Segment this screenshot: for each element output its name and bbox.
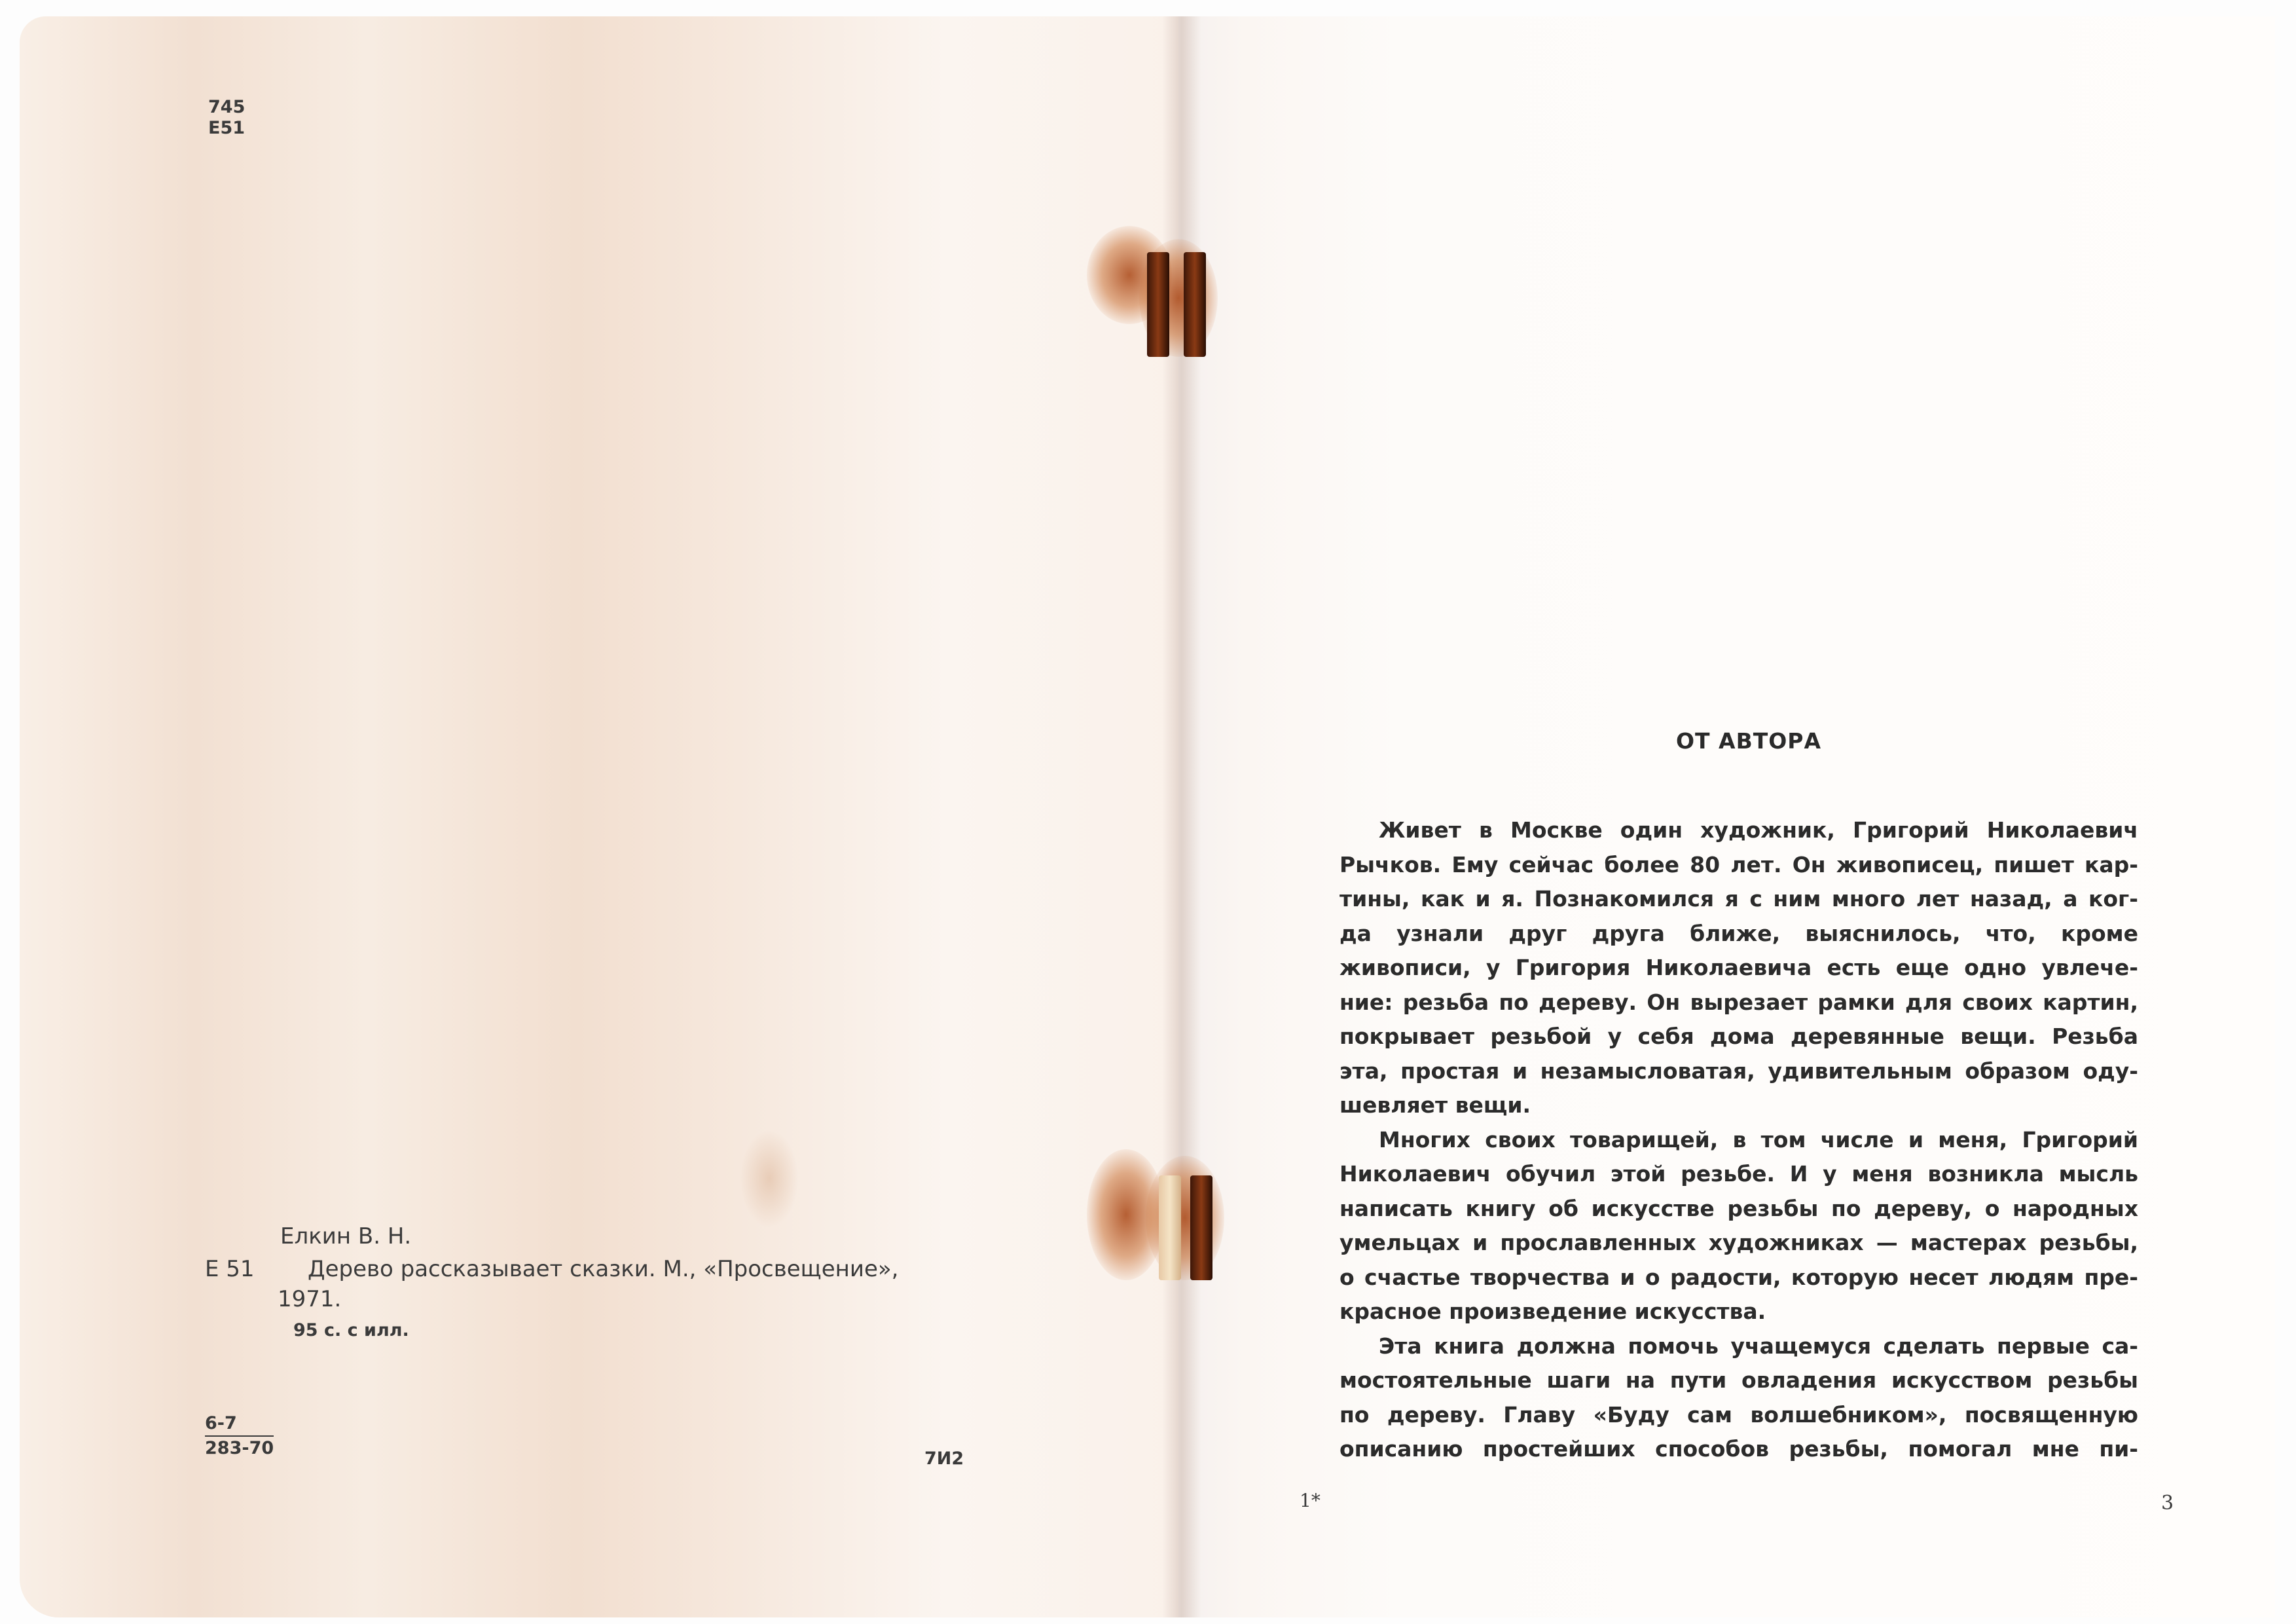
- classification-code-line2: Е51: [208, 118, 246, 138]
- paragraph-2: [1339, 1123, 2138, 1329]
- section-heading: ОТ АВТОРА: [1676, 728, 1822, 754]
- bottom-code-top: 6-7: [205, 1412, 274, 1437]
- text-line: Рычков. Ему сейчас более 80 лет. Он живописец, пишет кар-: [1339, 851, 2138, 877]
- bottom-right-code: 7И2: [924, 1449, 964, 1469]
- text-line: покрывает резьбой у себя дома деревянные вещи. Резьба: [1339, 1024, 2138, 1049]
- text-line: Живет в Москве один художник, Григорий Николаевич: [1379, 817, 2138, 843]
- signature-mark: 1*: [1300, 1490, 1321, 1511]
- lower-staple: [1087, 1149, 1231, 1300]
- text-line: да узнали друг друга ближе, выяснилось, что, кроме: [1339, 920, 2138, 946]
- text-line: по дереву. Главу «Буду сам волшебником», посвященную: [1339, 1401, 2138, 1428]
- catalog-pages: 95 с. с илл.: [293, 1320, 409, 1340]
- text-line: умельцах и прославленных художниках — мастерах резьбы,: [1339, 1230, 2138, 1255]
- classification-code-line1: 745: [208, 97, 246, 117]
- text-line: живописи, у Григория Николаевича есть еще одно увлече-: [1339, 955, 2138, 980]
- page-number: 3: [2161, 1492, 2174, 1515]
- body-text: [1339, 813, 2138, 1467]
- text-line: Эта книга должна помочь учащемуся сделать первые са-: [1379, 1333, 2138, 1359]
- bottom-classification-code: [205, 1412, 274, 1460]
- text-line: тины, как и я. Познакомился я с ним много лет назад, а ког-: [1339, 886, 2138, 912]
- text-line: ние: резьба по дереву. Он вырезает рамки для своих картин,: [1339, 989, 2138, 1015]
- text-line: мостоятельные шаги на пути овладения искусством резьбы: [1339, 1367, 2138, 1393]
- catalog-entry-line1: Дерево рассказывает сказки. М., «Просвещение»,: [308, 1256, 899, 1282]
- text-line: о счастье творчества и о радости, которую несет людям пре-: [1339, 1264, 2138, 1290]
- paragraph-1: [1339, 813, 2138, 1123]
- text-line: Многих своих товарищей, в том числе и меня, Григорий: [1379, 1126, 2138, 1153]
- text-line: Николаевич обучил этой резьбе. И у меня возникла мысль: [1339, 1161, 2138, 1187]
- text-line: эта, простая и незамысловатая, удивительным образом оду-: [1339, 1058, 2138, 1084]
- bottom-code-bottom: 283-70: [205, 1438, 274, 1458]
- paragraph-3: [1339, 1329, 2138, 1467]
- catalog-code: Е 51: [205, 1256, 255, 1282]
- catalog-author: Елкин В. Н.: [280, 1223, 412, 1249]
- text-line: написать книгу об искусстве резьбы по дереву, о народных: [1339, 1195, 2138, 1221]
- text-line: шевляет вещи.: [1339, 1092, 1531, 1118]
- upper-staple: [1087, 226, 1231, 377]
- catalog-entry-line2: 1971.: [278, 1286, 342, 1312]
- text-line: красное произведение искусства.: [1339, 1299, 1766, 1324]
- left-page: [20, 16, 1178, 1617]
- classification-code-top: [208, 97, 245, 139]
- text-line: описанию простейших способов резьбы, помогал мне пи-: [1339, 1436, 2138, 1462]
